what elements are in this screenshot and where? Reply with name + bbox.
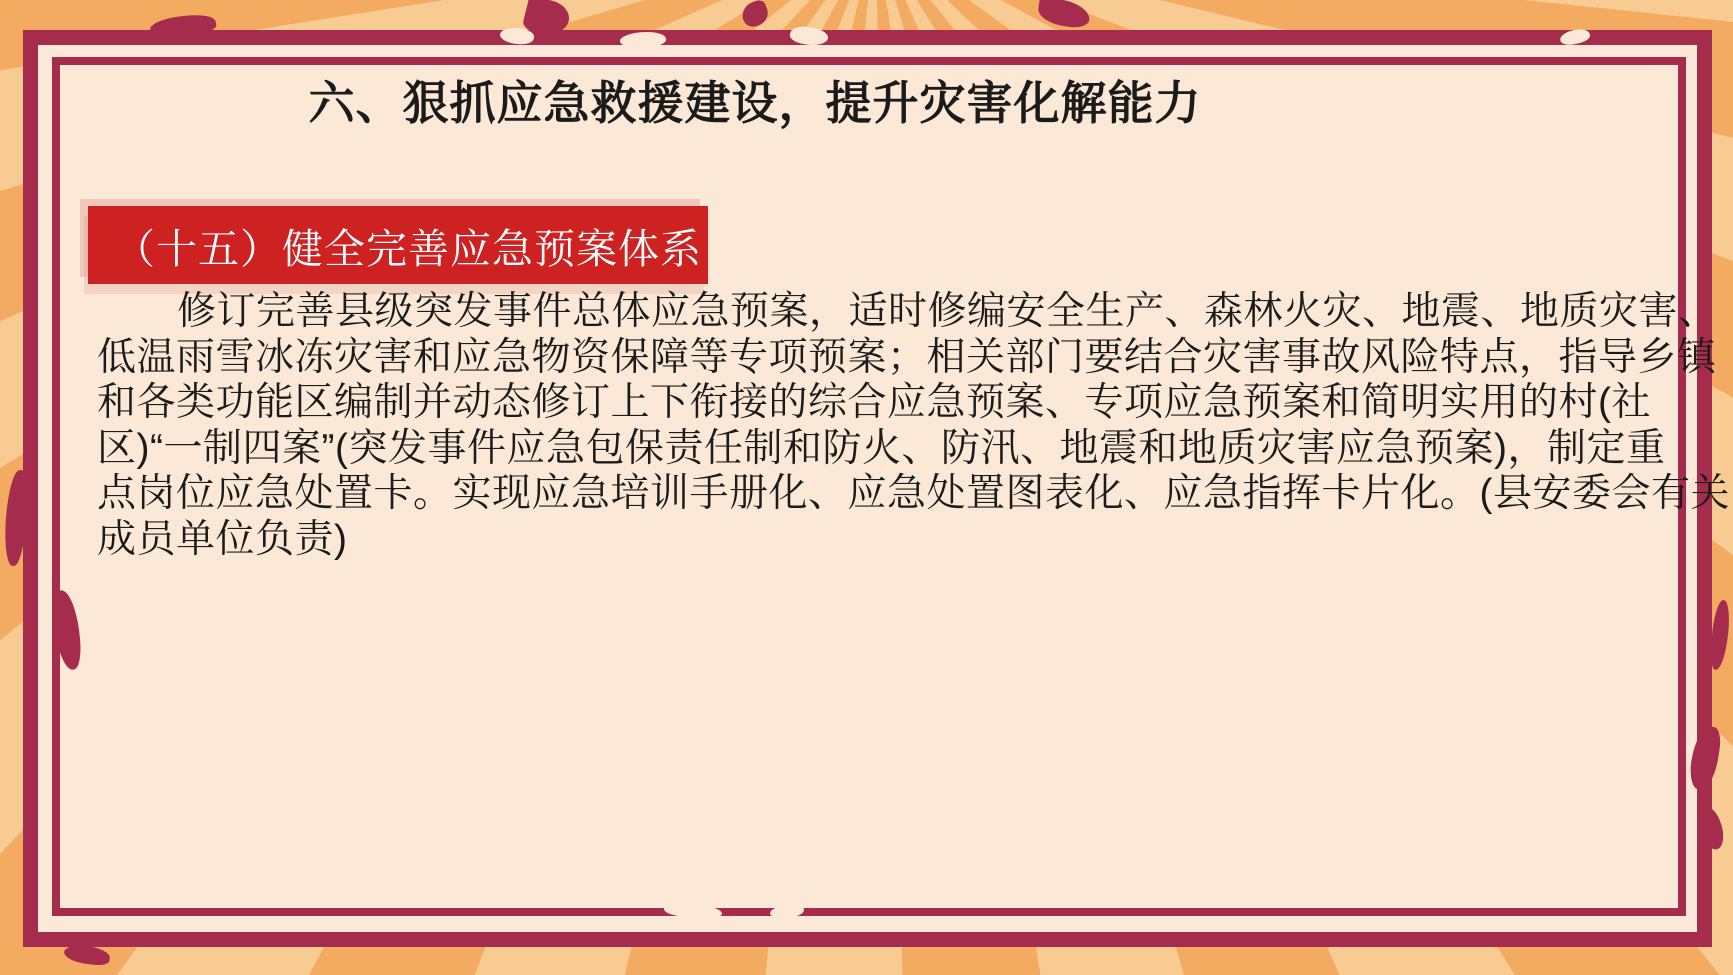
body-line: 点岗位应急处置卡。实现应急培训手册化、应急处置图表化、应急指挥卡片化。(县安委会有关 [97,472,1730,515]
body-line: 和各类功能区编制并动态修订上下衔接的综合应急预案、专项应急预案和简明实用的村(社 [97,381,1651,424]
slide-title: 六、狠抓应急救援建设，提升灾害化解能力 [308,77,1202,129]
body-line: 修订完善县级突发事件总体应急预案，适时修编安全生产、森林火灾、地震、地质灾害、 [177,290,1718,333]
body-line: 成员单位负责) [97,517,348,561]
body-paragraph [97,289,1730,562]
section-heading-text: （十五）健全完善应急预案体系 [114,225,702,272]
body-line: 区)“一制四案”(突发事件应急包保责任制和防火、防汛、地震和地质灾害应急预案)，制定重 [97,426,1666,470]
body-line: 低温雨雪冰冻灾害和应急物资保障等专项预案；相关部门要结合灾害事故风险特点，指导乡镇 [97,335,1717,379]
section-heading-box [88,206,708,284]
